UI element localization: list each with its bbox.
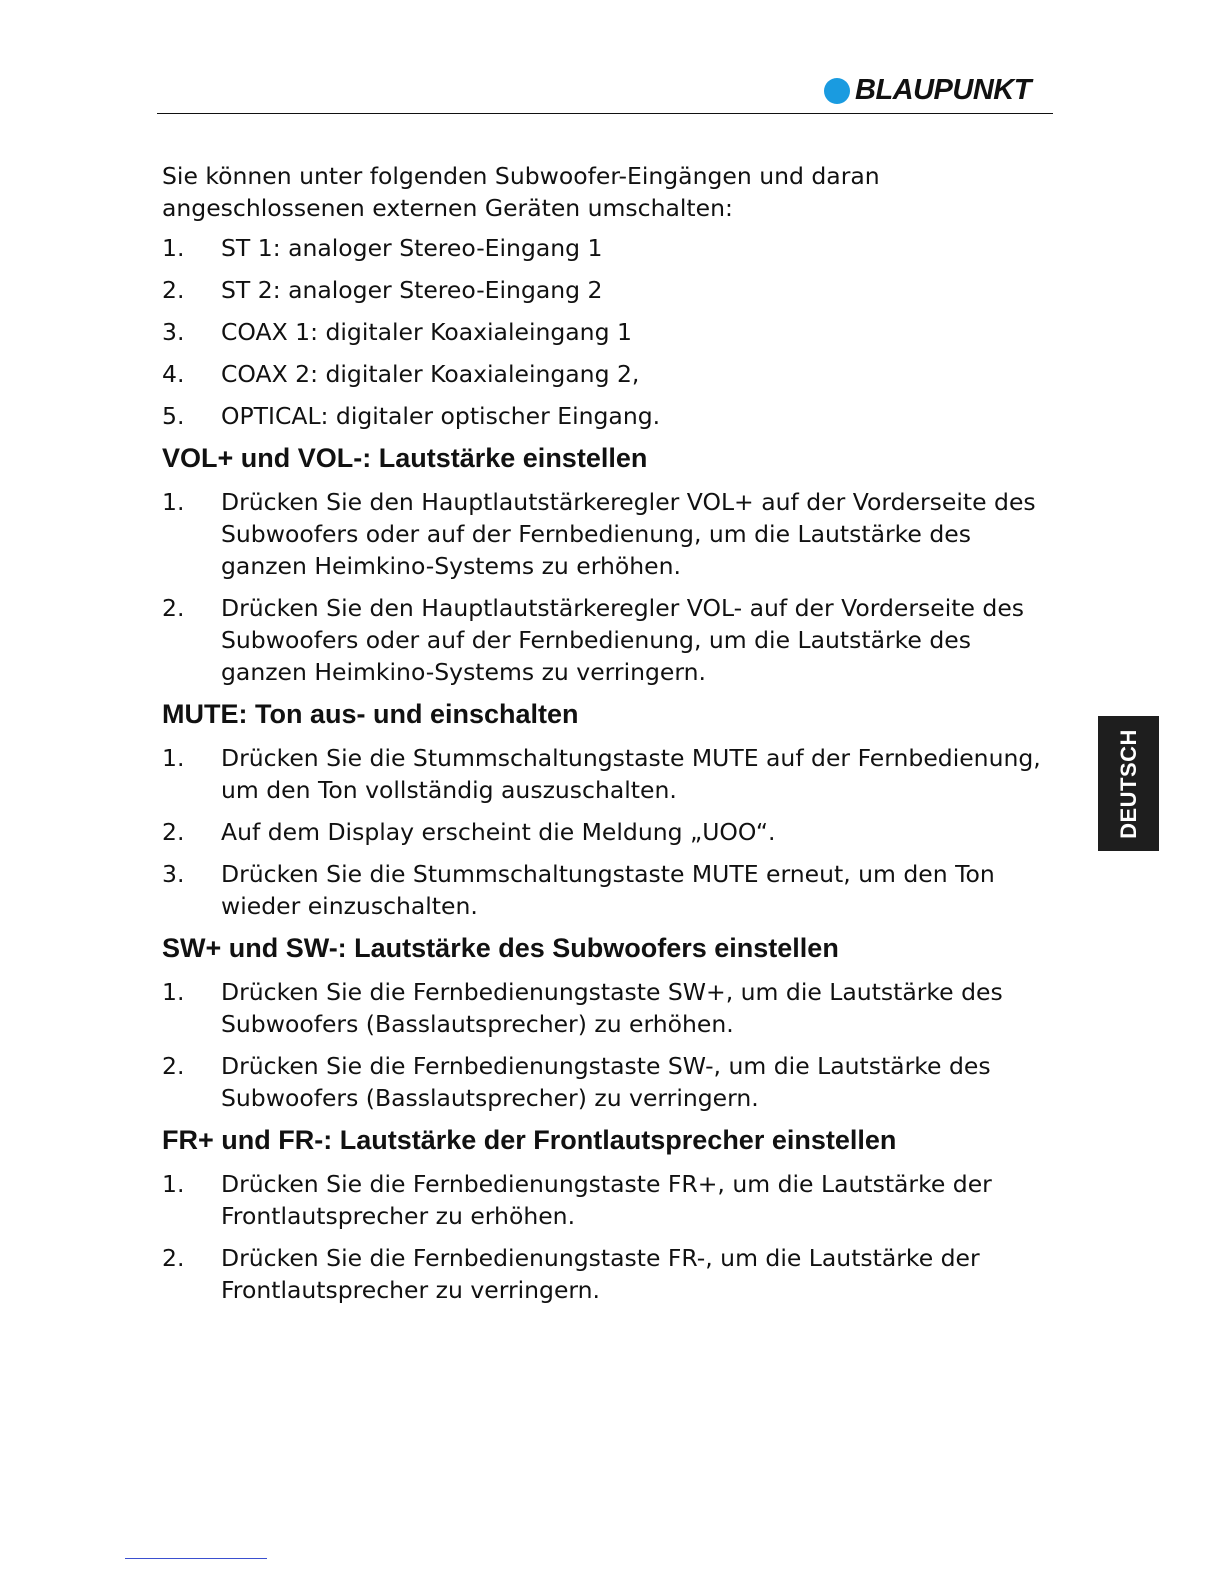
- item-number: 2.: [162, 1244, 185, 1272]
- item-text: Drücken Sie die Fernbedienungstaste FR+, um die Lautstärke der Frontlautsprecher zu erhöhen.: [221, 1170, 992, 1230]
- list-item: [162, 1050, 1062, 1114]
- list-item: [162, 358, 1062, 390]
- list-item: [162, 742, 1062, 806]
- item-number: 1.: [162, 1170, 185, 1198]
- brand-dot-icon: [824, 78, 850, 104]
- list-item: [162, 592, 1062, 688]
- item-text: Drücken Sie den Hauptlautstärkeregler VOL+ auf der Vorderseite des Subwoofers oder auf der Fernbedienung, um die Lautstärke des ganzen Heimkino-Systems zu erhöhen.: [221, 488, 1036, 580]
- item-text: Drücken Sie die Fernbedienungstaste SW+, um die Lautstärke des Subwoofers (Basslautsprecher) zu erhöhen.: [221, 978, 1003, 1038]
- subwoofer-steps: [162, 976, 1062, 1114]
- item-number: 3.: [162, 318, 185, 346]
- language-tab-label: DEUTSCH: [1115, 728, 1141, 839]
- brand-logo: [824, 76, 1031, 105]
- list-item: [162, 486, 1062, 582]
- section-heading-mute: MUTE: Ton aus- und einschalten: [162, 699, 579, 729]
- list-item: [162, 316, 1062, 348]
- item-text: Drücken Sie die Fernbedienungstaste SW-, um die Lautstärke des Subwoofers (Basslautsprecher) zu verringern.: [221, 1052, 991, 1112]
- section-heading-subwoofer: SW+ und SW-: Lautstärke des Subwoofers einstellen: [162, 933, 839, 963]
- list-item: [162, 1168, 1062, 1232]
- item-number: 1.: [162, 488, 185, 516]
- item-text: ST 2: analoger Stereo-Eingang 2: [221, 276, 603, 304]
- item-text: COAX 1: digitaler Koaxialeingang 1: [221, 318, 632, 346]
- item-number: 2.: [162, 276, 185, 304]
- item-number: 1.: [162, 978, 185, 1006]
- item-number: 4.: [162, 360, 185, 388]
- list-item: [162, 858, 1062, 922]
- item-number: 5.: [162, 402, 185, 430]
- item-text: Drücken Sie die Fernbedienungstaste FR-, um die Lautstärke der Frontlautsprecher zu verringern.: [221, 1244, 980, 1304]
- list-item: [162, 274, 1062, 306]
- item-text: Drücken Sie die Stummschaltungstaste MUTE auf der Fernbedienung, um den Ton vollständig auszuschalten.: [221, 744, 1041, 804]
- front-steps: [162, 1168, 1062, 1306]
- mute-steps: [162, 742, 1062, 922]
- volume-steps: [162, 486, 1062, 688]
- list-item: [162, 400, 1062, 432]
- item-number: 2.: [162, 594, 185, 622]
- item-text: Auf dem Display erscheint die Meldung „UOO“.: [221, 818, 776, 846]
- item-text: OPTICAL: digitaler optischer Eingang.: [221, 402, 661, 430]
- list-item: [162, 232, 1062, 264]
- input-list: [162, 232, 1062, 432]
- item-text: ST 1: analoger Stereo-Eingang 1: [221, 234, 603, 262]
- item-text: COAX 2: digitaler Koaxialeingang 2,: [221, 360, 640, 388]
- list-item: [162, 976, 1062, 1040]
- section-heading-volume: VOL+ und VOL-: Lautstärke einstellen: [162, 443, 648, 473]
- list-item: [162, 816, 1062, 848]
- brand-name: BLAUPUNKT: [855, 74, 1031, 106]
- item-text: Drücken Sie den Hauptlautstärkeregler VOL- auf der Vorderseite des Subwoofers oder auf der Fernbedienung, um die Lautstärke des ganzen Heimkino-Systems zu verringern.: [221, 594, 1025, 686]
- language-tab: [1098, 716, 1159, 851]
- page-content: [162, 160, 1062, 1316]
- item-number: 1.: [162, 744, 185, 772]
- header-divider: [157, 113, 1053, 114]
- item-number: 2.: [162, 818, 185, 846]
- section-heading-front: FR+ und FR-: Lautstärke der Frontlautsprecher einstellen: [162, 1125, 897, 1155]
- item-text: Drücken Sie die Stummschaltungstaste MUTE erneut, um den Ton wieder einzuschalten.: [221, 860, 995, 920]
- intro-text: Sie können unter folgenden Subwoofer-Eingängen und daran angeschlossenen externen Geräten umschalten:: [162, 162, 880, 222]
- list-item: [162, 1242, 1062, 1306]
- item-number: 3.: [162, 860, 185, 888]
- footer-divider: [125, 1558, 267, 1559]
- item-number: 2.: [162, 1052, 185, 1080]
- item-number: 1.: [162, 234, 185, 262]
